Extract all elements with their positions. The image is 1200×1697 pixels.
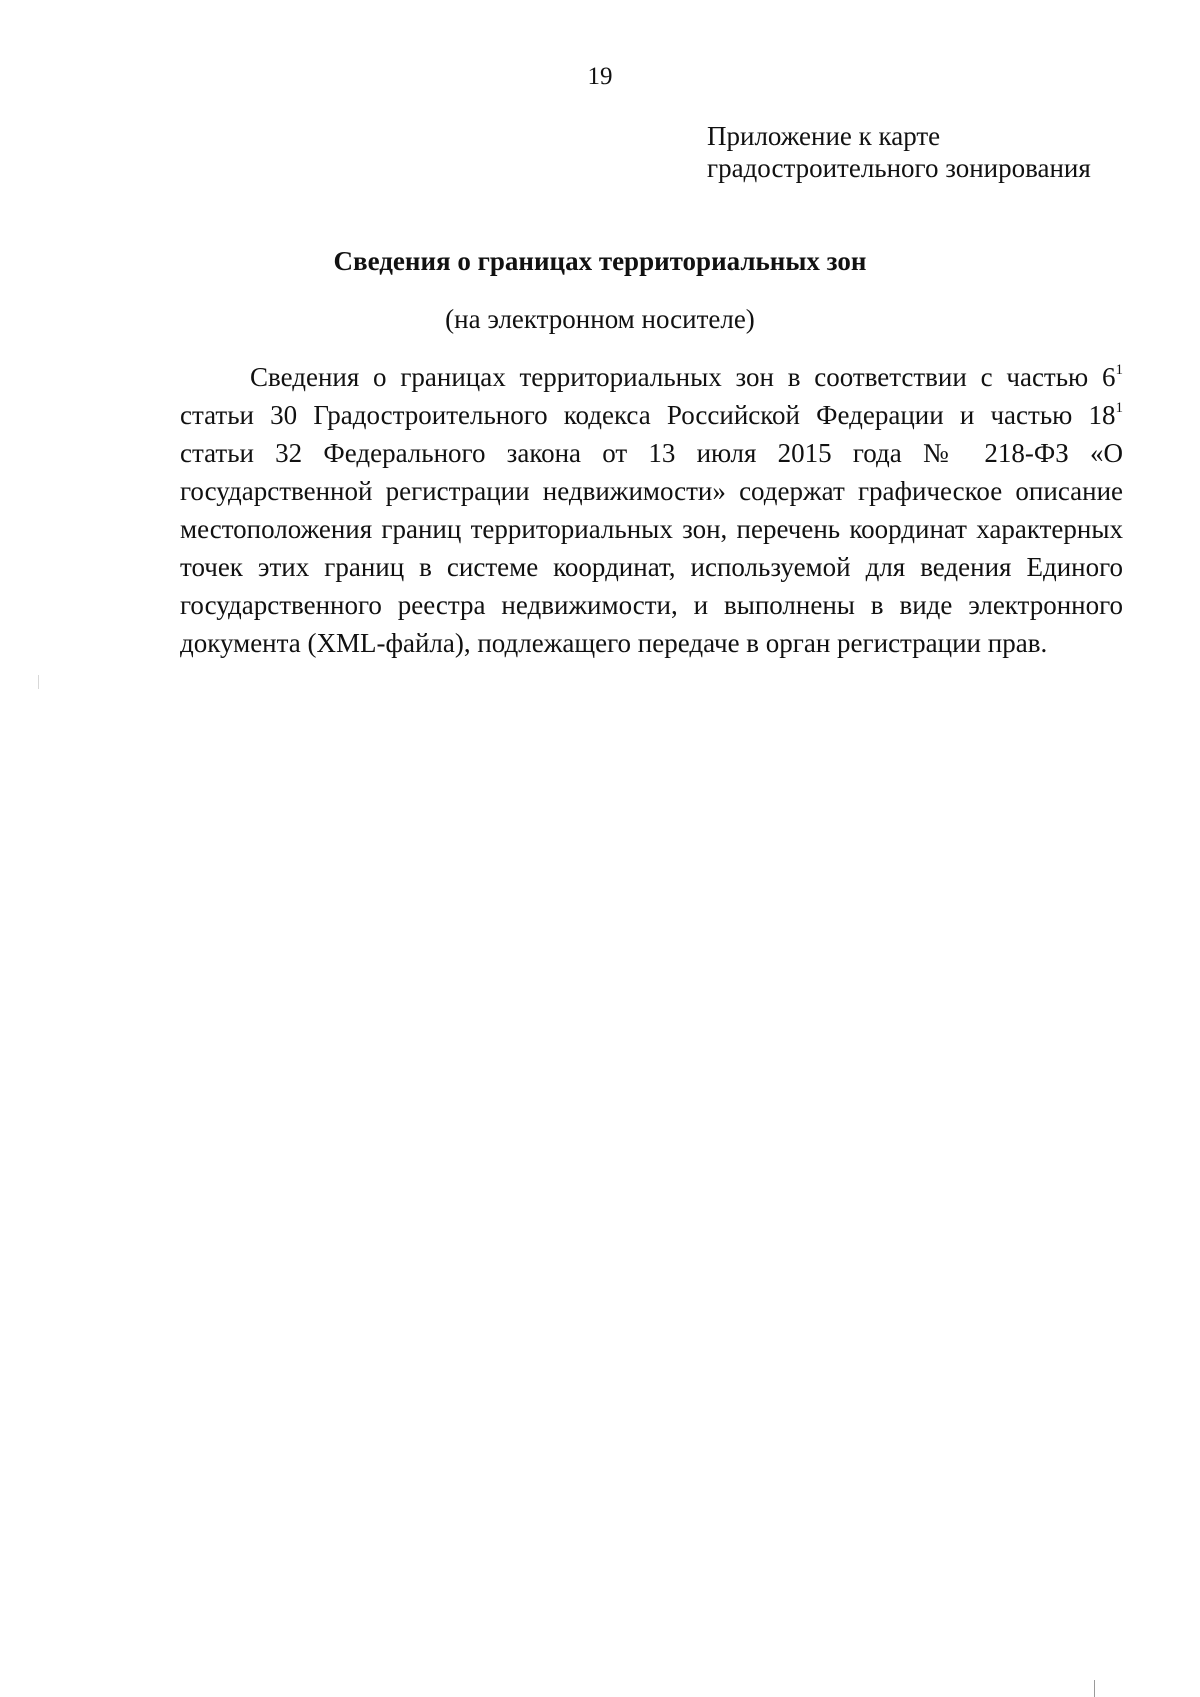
- body-text-segment-2: статьи 30 Градостроительного кодекса Российской Федерации и частью 18: [180, 400, 1116, 430]
- annex-line-2: градостроительного зонирования: [707, 153, 1091, 183]
- document-title: Сведения о границах территориальных зон: [333, 246, 867, 276]
- body-text-segment-3: статьи 32 Федерального закона от 13 июля 2015 года № 218-ФЗ «О государственной регистрации недвижимости» содержат графическое описание местоположения границ территориальных зон, перечень координат характерных точек этих границ в системе координат, используемой для ведения Единого государственного реестра недвижимости, и выполнены в виде электронного документа (XML-файла), подлежащего передаче в орган регистрации прав.: [180, 438, 1123, 658]
- superscript-1: 1: [1115, 362, 1123, 378]
- body-paragraph: [180, 358, 1123, 662]
- scan-artifact-bottom: [1094, 1680, 1095, 1697]
- page-number: 19: [587, 63, 613, 90]
- document-subtitle: (на электронном носителе): [445, 304, 755, 334]
- annex-line-1: Приложение к карте: [707, 121, 941, 151]
- superscript-2: 1: [1115, 400, 1123, 416]
- scan-artifact-left: [38, 675, 39, 689]
- annex-caption: [707, 120, 1091, 184]
- body-text-segment-1: Сведения о границах территориальных зон в соответствии с частью 6: [250, 362, 1116, 392]
